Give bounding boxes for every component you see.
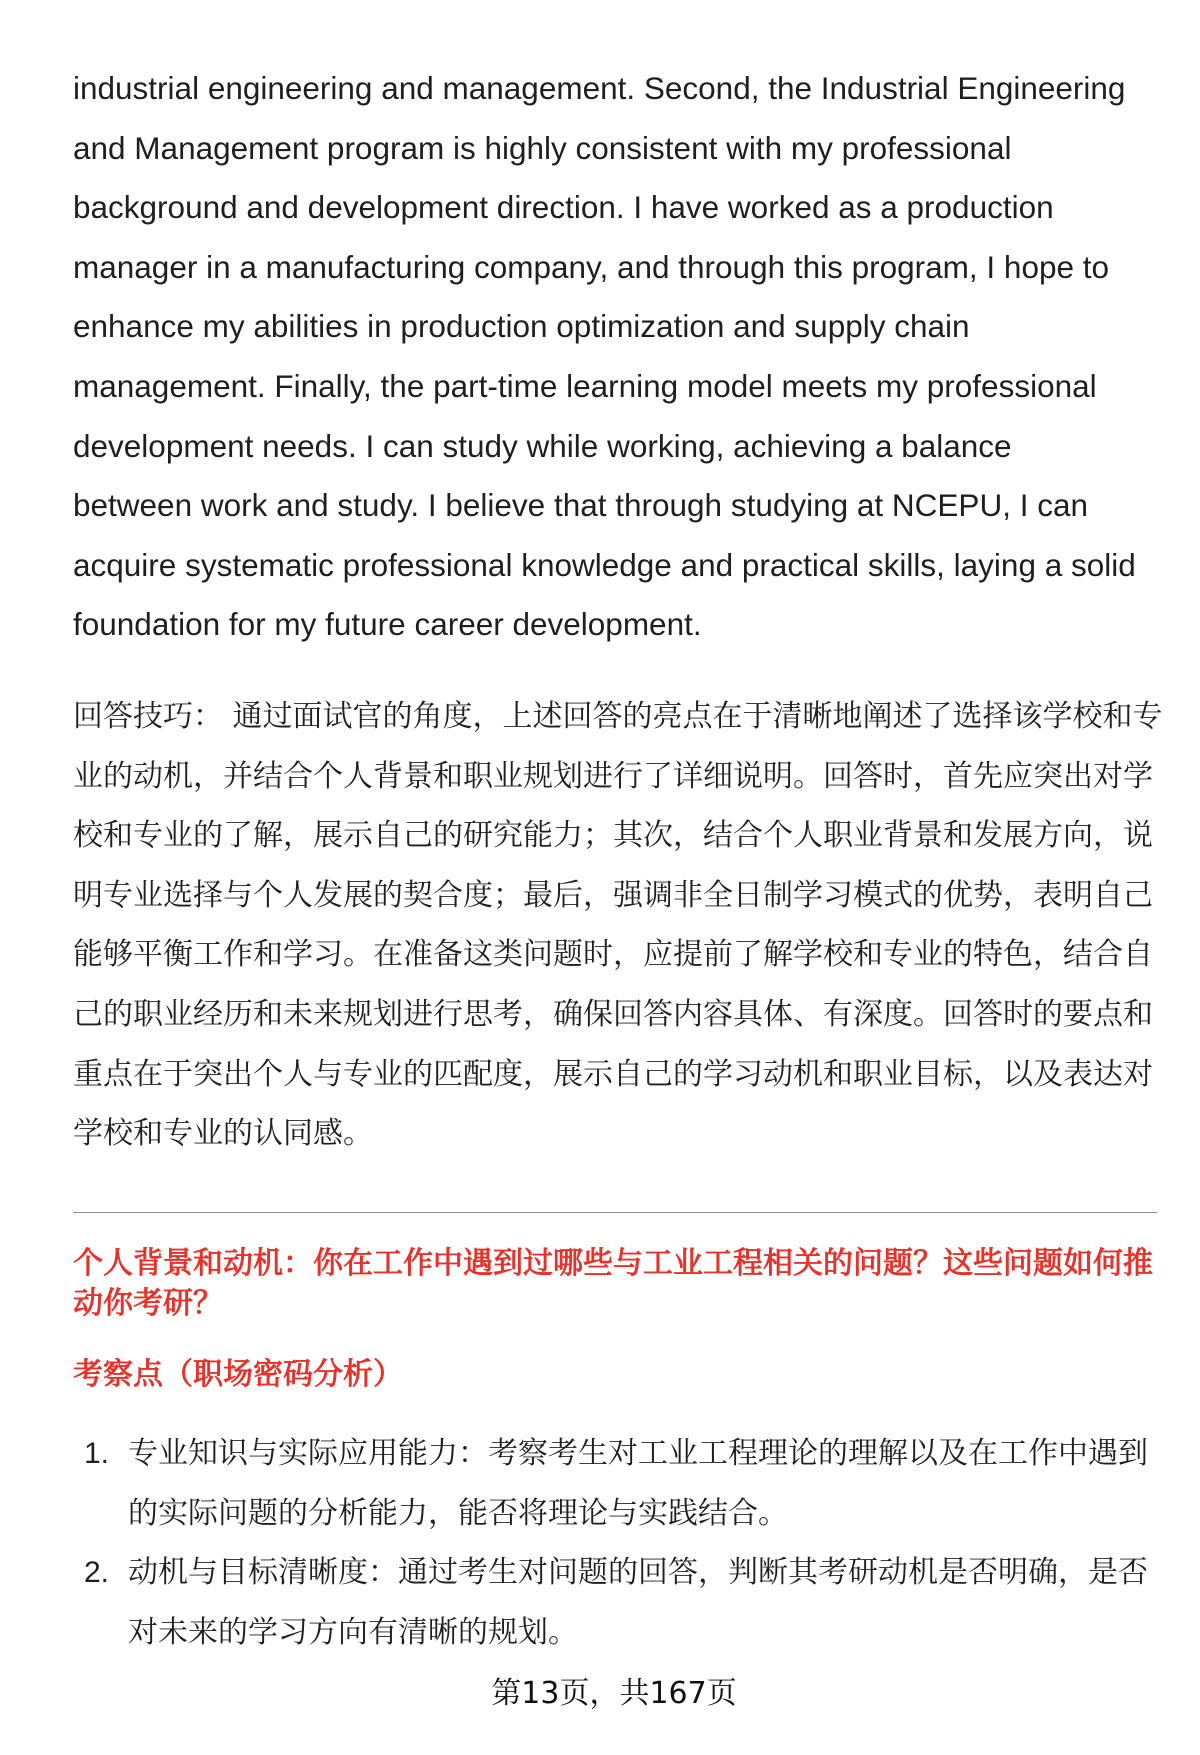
paragraph-line: 回答技巧： 通过面试官的角度，上述回答的亮点在于清晰地阐述了选择该学校和专 — [73, 699, 1163, 734]
paragraph-line: acquire systematic professional knowledge and practical skills, laying a solid — [73, 546, 1136, 583]
paragraph-line: 重点在于突出个人与专业的匹配度，展示自己的学习动机和职业目标，以及表达对 — [73, 1056, 1153, 1092]
criteria-list — [0, 1424, 1200, 1662]
paragraph-line: 校和专业的了解，展示自己的研究能力；其次，结合个人职业背景和发展方向，说 — [73, 818, 1153, 854]
question-heading — [73, 1244, 1163, 1324]
paragraph-line: industrial engineering and management. Second, the Industrial Engineering — [73, 70, 1126, 106]
list-item-line: 动机与目标清晰度：通过考生对问题的回答，判断其考研动机是否明确，是否 — [128, 1555, 1148, 1591]
paragraph-line: 明专业选择与个人发展的契合度；最后，强调非全日制学习模式的优势，表明自己 — [73, 877, 1153, 913]
paragraph-line: 能够平衡工作和学习。在准备这类问题时，应提前了解学校和专业的特色，结合自 — [73, 937, 1153, 973]
heading-line: 动你考研？ — [73, 1286, 223, 1321]
paragraph-line: foundation for my future career development. — [73, 606, 702, 643]
list-item-line: 的实际问题的分析能力，能否将理论与实践结合。 — [128, 1495, 788, 1531]
paragraph-line: between work and study. I believe that through studying at NCEPU, I can — [73, 487, 1088, 524]
section-title: 考察点（职场密码分析） — [73, 1357, 403, 1392]
heading-line: 个人背景和动机：你在工作中遇到过哪些与工业工程相关的问题？这些问题如何推 — [73, 1246, 1153, 1281]
list-item-number: 2. — [84, 1556, 110, 1590]
answer-tips-paragraph — [73, 687, 1163, 1164]
paragraph-line: 业的动机，并结合个人背景和职业规划进行了详细说明。回答时，首先应突出对学 — [73, 758, 1153, 794]
paragraph-line: enhance my abilities in production optimization and supply chain — [73, 308, 970, 345]
list-item-text — [128, 1424, 1168, 1543]
list-item-text — [128, 1543, 1168, 1662]
paragraph-line: 学校和专业的认同感。 — [73, 1116, 373, 1152]
intro-paragraph — [73, 59, 1173, 655]
paragraph-line: background and development direction. I have worked as a production — [73, 189, 1054, 226]
list-item — [0, 1543, 1200, 1662]
horizontal-divider — [73, 1212, 1157, 1213]
paragraph-line: and Management program is highly consistent with my professional — [73, 129, 1012, 166]
list-item-number: 1. — [84, 1437, 110, 1470]
paragraph-line: development needs. I can study while working, achieving a balance — [73, 427, 1012, 464]
paragraph-line: management. Finally, the part-time learning model meets my professional — [73, 367, 1097, 404]
paragraph-line: manager in a manufacturing company, and through this program, I hope to — [73, 248, 1110, 285]
page-number-footer: 第13页，共167页 — [491, 1676, 737, 1711]
list-item-line: 专业知识与实际应用能力：考察考生对工业工程理论的理解以及在工作中遇到 — [128, 1436, 1148, 1471]
list-item-line: 对未来的学习方向有清晰的规划。 — [128, 1614, 578, 1650]
list-item — [0, 1424, 1200, 1543]
paragraph-line: 己的职业经历和未来规划进行思考，确保回答内容具体、有深度。回答时的要点和 — [73, 996, 1153, 1032]
